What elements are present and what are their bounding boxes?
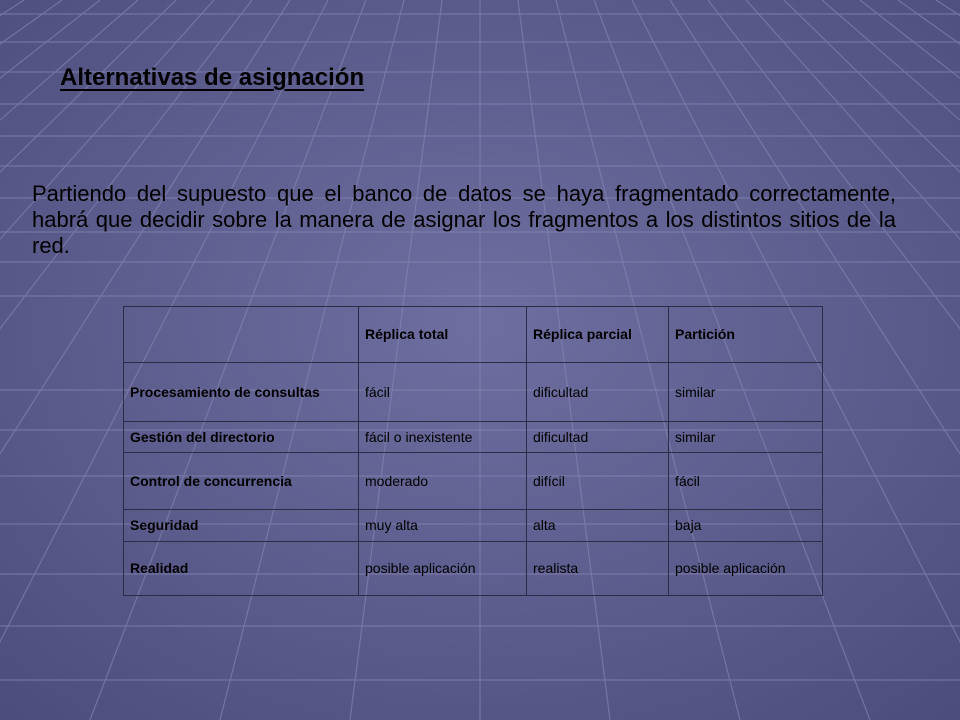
- table-cell: muy alta: [359, 510, 527, 542]
- row-label: Realidad: [124, 542, 359, 596]
- table-cell: similar: [669, 422, 823, 453]
- slide-title: Alternativas de asignación: [60, 64, 365, 91]
- row-label: Seguridad: [124, 510, 359, 542]
- row-label: Gestión del directorio: [124, 422, 359, 453]
- table-row: [124, 363, 823, 422]
- table-cell: alta: [527, 510, 669, 542]
- table-cell: fácil: [359, 363, 527, 422]
- table-row: [124, 422, 823, 453]
- table-cell: fácil: [669, 453, 823, 510]
- table-header-row: [124, 307, 823, 363]
- table-row: [124, 453, 823, 510]
- table-row: [124, 542, 823, 596]
- table-cell: moderado: [359, 453, 527, 510]
- table-cell: similar: [669, 363, 823, 422]
- header-cell-particion: Partición: [669, 307, 823, 363]
- row-label: Control de concurrencia: [124, 453, 359, 510]
- intro-paragraph: Partiendo del supuesto que el banco de datos se haya fragmentado correctamente, habrá que decidir sobre la manera de asignar los fragmentos a los distintos sitios de la red.: [32, 181, 896, 258]
- table-cell: posible aplicación: [359, 542, 527, 596]
- table-cell: difícil: [527, 453, 669, 510]
- header-cell-replica-parcial: Réplica parcial: [527, 307, 669, 363]
- table-cell: dificultad: [527, 422, 669, 453]
- table-row: [124, 510, 823, 542]
- table-cell: realista: [527, 542, 669, 596]
- table-cell: baja: [669, 510, 823, 542]
- row-label: Procesamiento de consultas: [124, 363, 359, 422]
- table-cell: fácil o inexistente: [359, 422, 527, 453]
- table-cell: posible aplicación: [669, 542, 823, 596]
- header-cell-empty: [124, 307, 359, 363]
- allocation-comparison-table: [123, 306, 823, 596]
- table-cell: dificultad: [527, 363, 669, 422]
- header-cell-replica-total: Réplica total: [359, 307, 527, 363]
